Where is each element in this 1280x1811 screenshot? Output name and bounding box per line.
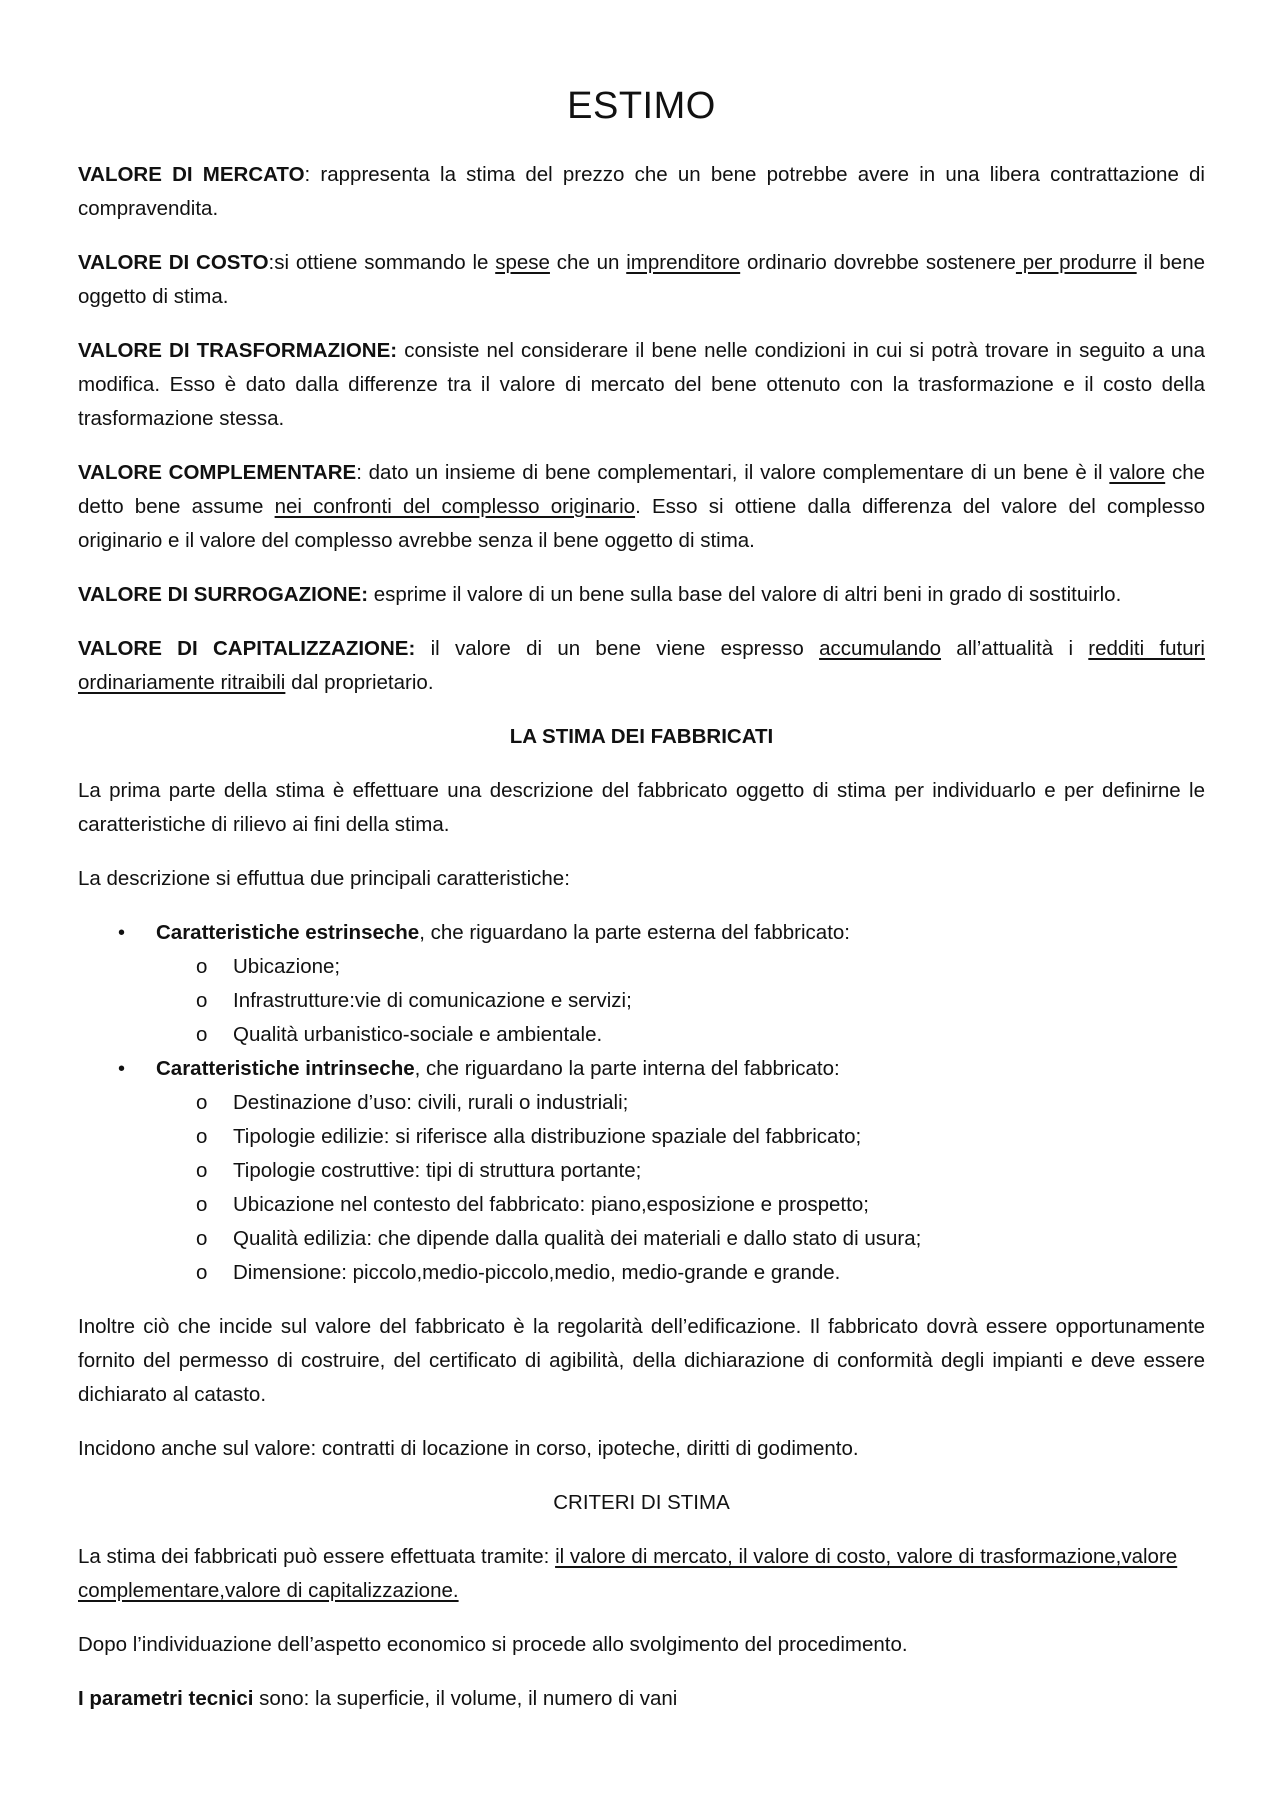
definition-valore-di-costo: VALORE DI COSTO:si ottiene sommando le spese che un imprenditore ordinario dovrebbe sostenere per produrre il bene oggetto di stima. (78, 251, 1205, 308)
list-item-intrinseche: • Caratteristiche intrinseche, che riguardano la parte interna del fabbricato: o Destinazione d’uso: civili, rurali o industriali; o Tipologie edilizie: si riferisce alla distribuzione spaziale del fabbricato; o Tipologie costruttive: tipi di struttura portante; o Ubicazione nel contesto del fabbricato: piano,esposizione e prospetto; o Qualità edilizia: che dipende dalla qualità dei materiali e dallo stato di usura; o Dimensione: piccolo,medio-piccolo,medio, medio-grande e grande. (78, 1052, 1205, 1290)
list-item: o Tipologie costruttive: tipi di struttura portante; (78, 1154, 1205, 1188)
circle-bullet-icon: o (196, 1023, 208, 1046)
paragraph-incidono: Incidono anche sul valore: contratti di locazione in corso, ipoteche, diritti di godimento. (78, 1437, 859, 1460)
term: VALORE DI MERCATO (78, 163, 305, 186)
circle-bullet-icon: o (196, 1193, 208, 1216)
term: VALORE COMPLEMENTARE (78, 461, 357, 484)
characteristics-list (78, 916, 1205, 1290)
circle-bullet-icon: o (196, 1261, 208, 1284)
definition-valore-complementare: VALORE COMPLEMENTARE: dato un insieme di bene complementari, il valore complementare di un bene è il valore che detto bene assume nei confronti del complesso originario. Esso si ottiene dalla differenza del valore del complesso originario e il valore del complesso avrebbe senza il bene oggetto di stima. (78, 461, 1206, 552)
list-item: o Infrastrutture:vie di comunicazione e servizi; (78, 984, 1205, 1018)
definition-valore-di-surrogazione: VALORE DI SURROGAZIONE: esprime il valore di un bene sulla base del valore di altri beni in grado di sostituirlo. (78, 583, 1122, 606)
circle-bullet-icon: o (196, 1125, 208, 1148)
term: VALORE DI CAPITALIZZAZIONE: (78, 637, 416, 660)
list-item: o Ubicazione; (78, 950, 1205, 984)
paragraph-criteri: La stima dei fabbricati può essere effettuata tramite: il valore di mercato, il valore di costo, valore di trasformazione,valore complementare,valore di capitalizzazione. (78, 1545, 1178, 1602)
document-body (78, 80, 1205, 1736)
paragraph-regolarita: Inoltre ciò che incide sul valore del fabbricato è la regolarità dell’edificazione. Il fabbricato dovrà essere opportunamente fornito del permesso di costruire, del certificato di agibilità, della dichiarazione di conformità degli impianti e deve essere dichiarato al catasto. (78, 1315, 1205, 1406)
circle-bullet-icon: o (196, 1227, 208, 1250)
term: VALORE DI SURROGAZIONE: (78, 583, 369, 606)
list-item: o Qualità urbanistico-sociale e ambientale. (78, 1018, 1205, 1052)
definition-valore-di-capitalizzazione: VALORE DI CAPITALIZZAZIONE: il valore di un bene viene espresso accumulando all’attualità i redditi futuri ordinariamente ritraibili dal proprietario. (78, 637, 1205, 694)
circle-bullet-icon: o (196, 989, 208, 1012)
paragraph-lead: La descrizione si effuttua due principali caratteristiche: (78, 867, 570, 890)
document-title: ESTIMO (567, 85, 716, 127)
circle-bullet-icon: o (196, 955, 208, 978)
sub-list-estrinseche (156, 950, 1205, 1052)
section-heading-stima-fabbricati: LA STIMA DEI FABBRICATI (509, 725, 774, 748)
definition-valore-di-trasformazione: VALORE DI TRASFORMAZIONE: consiste nel considerare il bene nelle condizioni in cui si potrà trovare in seguito a una modifica. Esso è dato dalla differenze tra il valore di mercato del bene ottenuto con la trasformazione e il costo della trasformazione stessa. (78, 339, 1206, 430)
list-item: o Ubicazione nel contesto del fabbricato: piano,esposizione e prospetto; (78, 1188, 1205, 1222)
definition-valore-di-mercato: VALORE DI MERCATO: rappresenta la stima del prezzo che un bene potrebbe avere in una libera contrattazione di compravendita. (78, 163, 1205, 220)
paragraph-intro: La prima parte della stima è effettuare una descrizione del fabbricato oggetto di stima per individuarlo e per definirne le caratteristiche di rilievo ai fini della stima. (78, 779, 1205, 836)
paragraph-parametri-tecnici: I parametri tecnici sono: la superficie, il volume, il numero di vani (78, 1687, 678, 1710)
sub-list-intrinseche (156, 1086, 1205, 1290)
paragraph-procedimento: Dopo l’individuazione dell’aspetto economico si procede allo svolgimento del procedimento. (78, 1633, 908, 1656)
circle-bullet-icon: o (196, 1159, 208, 1182)
term: VALORE DI TRASFORMAZIONE: (78, 339, 398, 362)
term: VALORE DI COSTO (78, 251, 269, 274)
bullet-icon: • (118, 1058, 126, 1080)
bullet-icon: • (118, 922, 126, 944)
list-item-estrinseche: • Caratteristiche estrinseche, che riguardano la parte esterna del fabbricato: o Ubicazione; o Infrastrutture:vie di comunicazione e servizi; o Qualità urbanistico-sociale e ambientale. (78, 916, 1205, 1052)
list-item: o Dimensione: piccolo,medio-piccolo,medio, medio-grande e grande. (78, 1256, 1205, 1290)
list-item: o Tipologie edilizie: si riferisce alla distribuzione spaziale del fabbricato; (78, 1120, 1205, 1154)
list-item: o Qualità edilizia: che dipende dalla qualità dei materiali e dallo stato di usura; (78, 1222, 1205, 1256)
list-item: o Destinazione d’uso: civili, rurali o industriali; (78, 1086, 1205, 1120)
section-heading-criteri-di-stima: CRITERI DI STIMA (553, 1491, 730, 1514)
circle-bullet-icon: o (196, 1091, 208, 1114)
